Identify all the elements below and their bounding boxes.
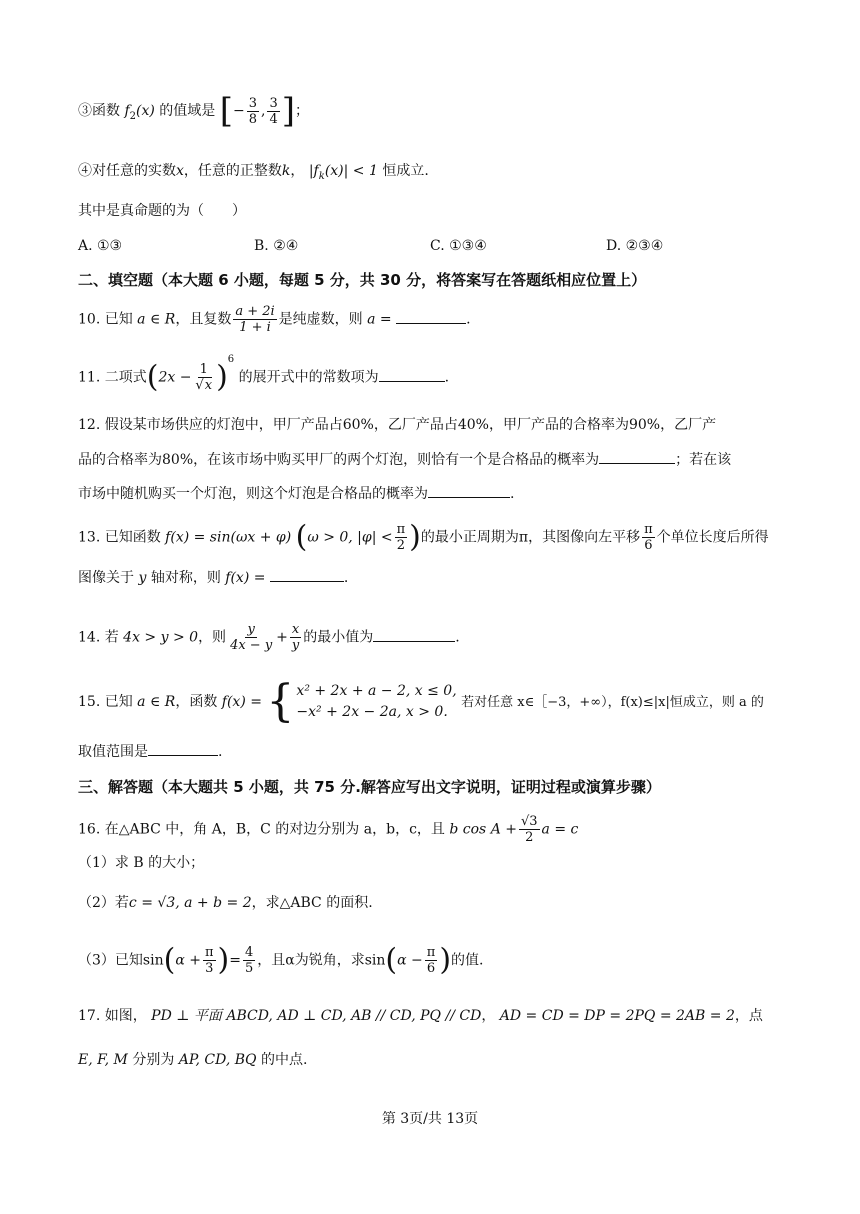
q10-end: . bbox=[466, 311, 471, 328]
right-paren: ) bbox=[217, 942, 230, 978]
q15-cond: a ∈ R bbox=[137, 694, 176, 710]
q10 bbox=[78, 304, 471, 335]
q9-item4-end: 恒成立. bbox=[382, 163, 429, 179]
q11-end: . bbox=[444, 369, 450, 386]
q11-exponent: 6 bbox=[227, 353, 235, 365]
q16-part3 bbox=[78, 942, 484, 978]
q16-part3-prefix: （3）已知 bbox=[78, 952, 143, 969]
q10-mid: ，且复数 bbox=[175, 311, 232, 328]
q12-line2-text: 品的合格率为80%，在该市场中购买甲厂的两个灯泡，则恰有一个是合格品的概率为 bbox=[78, 452, 600, 468]
q16-part3-alpha2: α − bbox=[397, 952, 423, 969]
q13-line2 bbox=[78, 567, 348, 588]
q15-case-2: −x² + 2x − 2a, x > 0. bbox=[296, 704, 448, 720]
q9-item4-expr2: (x)| < 1 bbox=[324, 163, 378, 179]
q16-fraction: $\frac{√3}{2}$ bbox=[520, 814, 538, 845]
q17-expr: PD ⊥ 平面 ABCD, AD ⊥ CD, AB // CD, PQ // CD bbox=[151, 1008, 482, 1024]
q12-line2-end: ；若在该 bbox=[675, 452, 732, 468]
q13-condition: ω > 0, |φ| < bbox=[307, 529, 393, 546]
left-bracket: [ bbox=[219, 91, 234, 131]
q17-mid: ， bbox=[481, 1008, 496, 1024]
q16-part3-sin: sin bbox=[142, 952, 164, 969]
choice-b: B. ②④ bbox=[254, 238, 299, 254]
q17-end: ，点 bbox=[734, 1008, 763, 1024]
q10-prefix: 10. 已知 bbox=[78, 311, 133, 328]
q17-line2 bbox=[78, 1050, 307, 1070]
q12-line3 bbox=[78, 483, 514, 504]
q16-part3-mid: ，且α为锐角，求 bbox=[257, 952, 365, 969]
q14 bbox=[78, 622, 460, 653]
q15-line1 bbox=[78, 676, 764, 727]
q14-fraction-2: $\frac{x}{y}$ bbox=[291, 622, 300, 653]
q12-line3-text: 市场中随机购买一个灯泡，则这个灯泡是合格品的概率为 bbox=[78, 486, 428, 502]
q9-item4-mid: ，任意的正整数 bbox=[183, 163, 282, 179]
q15-prefix: 15. 已知 bbox=[78, 694, 133, 710]
q11-answer-blank bbox=[379, 367, 445, 382]
q16-part3-frac3: $\frac{\pi}{6}$ bbox=[426, 945, 436, 976]
q16-part3-end: 的值. bbox=[451, 952, 484, 969]
q9-choices bbox=[78, 236, 778, 256]
q10-cond: a ∈ R bbox=[137, 311, 176, 328]
q16-part3-alpha: α + bbox=[175, 952, 201, 969]
q9-prompt: 其中是真命题的为（ ） bbox=[78, 203, 246, 219]
q16-part2-prefix: （2）若 bbox=[78, 895, 129, 911]
q13-answer-blank bbox=[270, 567, 344, 582]
q13-prefix: 13. 已知函数 bbox=[78, 529, 161, 546]
section2-title: 二、填空题（本大题 6 小题，每题 5 分，共 30 分，将答案写在答题纸相应位置上） bbox=[78, 271, 647, 289]
q13-mid: 的最小正周期为π，其图像向左平移 bbox=[420, 529, 641, 546]
q17-line1 bbox=[78, 1006, 763, 1026]
q12-line1: 12. 假设某市场供应的灯泡中，甲厂产品占60%，乙厂产品占40%，甲厂产品的合格率为90%，乙厂产 bbox=[78, 417, 717, 433]
q10-fraction: $\frac{a + 2i}{1 + i}$ bbox=[235, 304, 275, 335]
q9-item4-mid2: ， bbox=[290, 163, 305, 179]
q17-line2-end: 的中点. bbox=[260, 1052, 308, 1068]
right-bracket: ] bbox=[281, 91, 296, 131]
choice-a: A. ①③ bbox=[78, 238, 123, 254]
q13-line2-prefix: 图像关于 bbox=[78, 570, 134, 586]
q14-fraction-1: $\frac{y}{4x - y}$ bbox=[230, 622, 273, 653]
q17-eq: AD = CD = DP = 2PQ = 2AB = 2 bbox=[499, 1008, 735, 1024]
q10-answer-blank bbox=[396, 309, 466, 324]
q15-after: 若对任意 x∈［−3，+∞），f(x)≤|x|恒成立，则 a 的 bbox=[461, 695, 764, 710]
q13-line2-fn: f(x) = bbox=[225, 570, 266, 586]
q9-item3-mid: 的值域是 bbox=[159, 103, 216, 119]
q16-prefix: 16. 在△ABC 中，角 A，B，C 的对边分别为 a，b，c，且 bbox=[78, 821, 445, 838]
q13-line2-mid: 轴对称，则 bbox=[150, 570, 221, 586]
q9-item3-sub: 2 bbox=[129, 110, 137, 122]
section3-title: 三、解答题（本大题共 5 小题，共 75 分.解答应写出文字说明，证明过程或演算步骤） bbox=[78, 778, 661, 796]
q14-answer-blank bbox=[373, 627, 455, 642]
q15-function: f(x) = bbox=[221, 694, 262, 710]
q12-line2 bbox=[78, 449, 731, 470]
q15-line2-prefix: 取值范围是 bbox=[78, 744, 148, 760]
q16-end: a = c bbox=[541, 821, 579, 838]
q12-line3-end: . bbox=[510, 486, 515, 502]
q9-item4-sub: k bbox=[318, 170, 325, 182]
left-brace: { bbox=[266, 676, 295, 727]
q9-item4-k: k bbox=[281, 163, 291, 179]
q12-answer-blank-2 bbox=[428, 483, 510, 498]
q9-item3-arg: (x) bbox=[136, 103, 155, 119]
left-paren: ( bbox=[146, 359, 159, 395]
q15-mid: ，函数 bbox=[175, 694, 218, 710]
q10-mid2: 是纯虚数，则 bbox=[278, 311, 363, 328]
q10-var: a = bbox=[367, 311, 392, 328]
q17-prefix: 17. 如图， bbox=[78, 1008, 147, 1024]
right-paren: ) bbox=[439, 942, 452, 978]
q16-stem bbox=[78, 814, 578, 845]
left-paren: ( bbox=[385, 942, 398, 978]
q16-part2-end: ，求△ABC 的面积. bbox=[251, 895, 373, 911]
q16-part1: （1）求 B 的大小； bbox=[78, 855, 205, 871]
left-paren: ( bbox=[295, 519, 308, 555]
left-paren: ( bbox=[163, 942, 176, 978]
q16-expr: b cos A + bbox=[449, 821, 517, 838]
q17-line2-expr: E, F, M bbox=[78, 1052, 128, 1068]
q14-prefix: 14. 若 bbox=[78, 629, 119, 646]
q13-line1 bbox=[78, 519, 769, 555]
q14-mid2: 的最小值为 bbox=[303, 629, 374, 646]
q9-item4-x: x bbox=[176, 163, 184, 179]
q16-part2 bbox=[78, 893, 373, 913]
q16-part3-sin2: sin bbox=[364, 952, 386, 969]
q11-prefix: 11. 二项式 bbox=[78, 369, 147, 386]
q16-part3-frac2: $\frac{4}{5}$ bbox=[244, 945, 254, 976]
q13-fraction: $\frac{\pi}{2}$ bbox=[396, 522, 406, 553]
q15-answer-blank bbox=[148, 741, 218, 756]
right-paren: ) bbox=[409, 519, 421, 555]
q9-item3: ③函数 $f_2(x)$ 的值域是 [− $\frac{3}{8}$ , $\frac{3}{4}$ ]； bbox=[78, 91, 310, 131]
q14-plus: + bbox=[276, 629, 288, 646]
choice-c: C. ①③④ bbox=[430, 238, 487, 254]
q15-case-1: x² + 2x + a − 2, x ≤ 0, bbox=[296, 683, 457, 699]
q13-line2-end: . bbox=[343, 570, 349, 586]
q13-end: 个单位长度后所得 bbox=[656, 529, 769, 546]
q13-y: y bbox=[138, 570, 147, 586]
q16-part3-frac1: $\frac{\pi}{3}$ bbox=[204, 945, 214, 976]
q11-term: 2x − bbox=[158, 369, 192, 386]
q16-part2-expr: c = √3, a + b = 2 bbox=[128, 895, 252, 911]
q13-shift-fraction: $\frac{\pi}{6}$ bbox=[644, 522, 653, 553]
q9-item4 bbox=[78, 161, 429, 187]
q11-mid: 的展开式中的常数项为 bbox=[238, 369, 379, 386]
q16-part3-eq: = bbox=[229, 952, 241, 969]
q14-mid: ，则 bbox=[198, 629, 227, 646]
q9-item3-frac2: $\frac{3}{4}$ bbox=[269, 95, 278, 127]
q9-item3-fn: f bbox=[124, 103, 130, 119]
q9-item3-end: ； bbox=[295, 103, 310, 119]
q15-piecewise bbox=[266, 676, 457, 727]
q9-item4-expr: |f bbox=[308, 163, 319, 179]
q15-line2-end: . bbox=[218, 744, 223, 760]
q9-item3-frac1: $\frac{3}{8}$ bbox=[248, 95, 258, 127]
q11-fraction: $\frac{1}{√x}$ bbox=[195, 362, 213, 393]
q11 bbox=[78, 353, 450, 395]
page-footer: 第 3页/共 13页 bbox=[381, 1111, 479, 1127]
q13-function: f(x) = sin(ωx + φ) bbox=[165, 529, 292, 546]
q14-end: . bbox=[455, 629, 460, 646]
choice-d: D. ②③④ bbox=[606, 238, 664, 254]
q17-line2-mid: 分别为 bbox=[132, 1052, 175, 1068]
q14-cond: 4x > y > 0 bbox=[123, 629, 199, 646]
right-paren: ) bbox=[216, 359, 228, 395]
q15-line2 bbox=[78, 741, 222, 762]
q17-line2-expr2: AP, CD, BQ bbox=[178, 1052, 257, 1068]
q9-item4-prefix: ④对任意的实数 bbox=[78, 163, 176, 179]
q9-item3-prefix: ③函数 bbox=[78, 103, 120, 119]
q12-answer-blank-1 bbox=[599, 449, 675, 464]
